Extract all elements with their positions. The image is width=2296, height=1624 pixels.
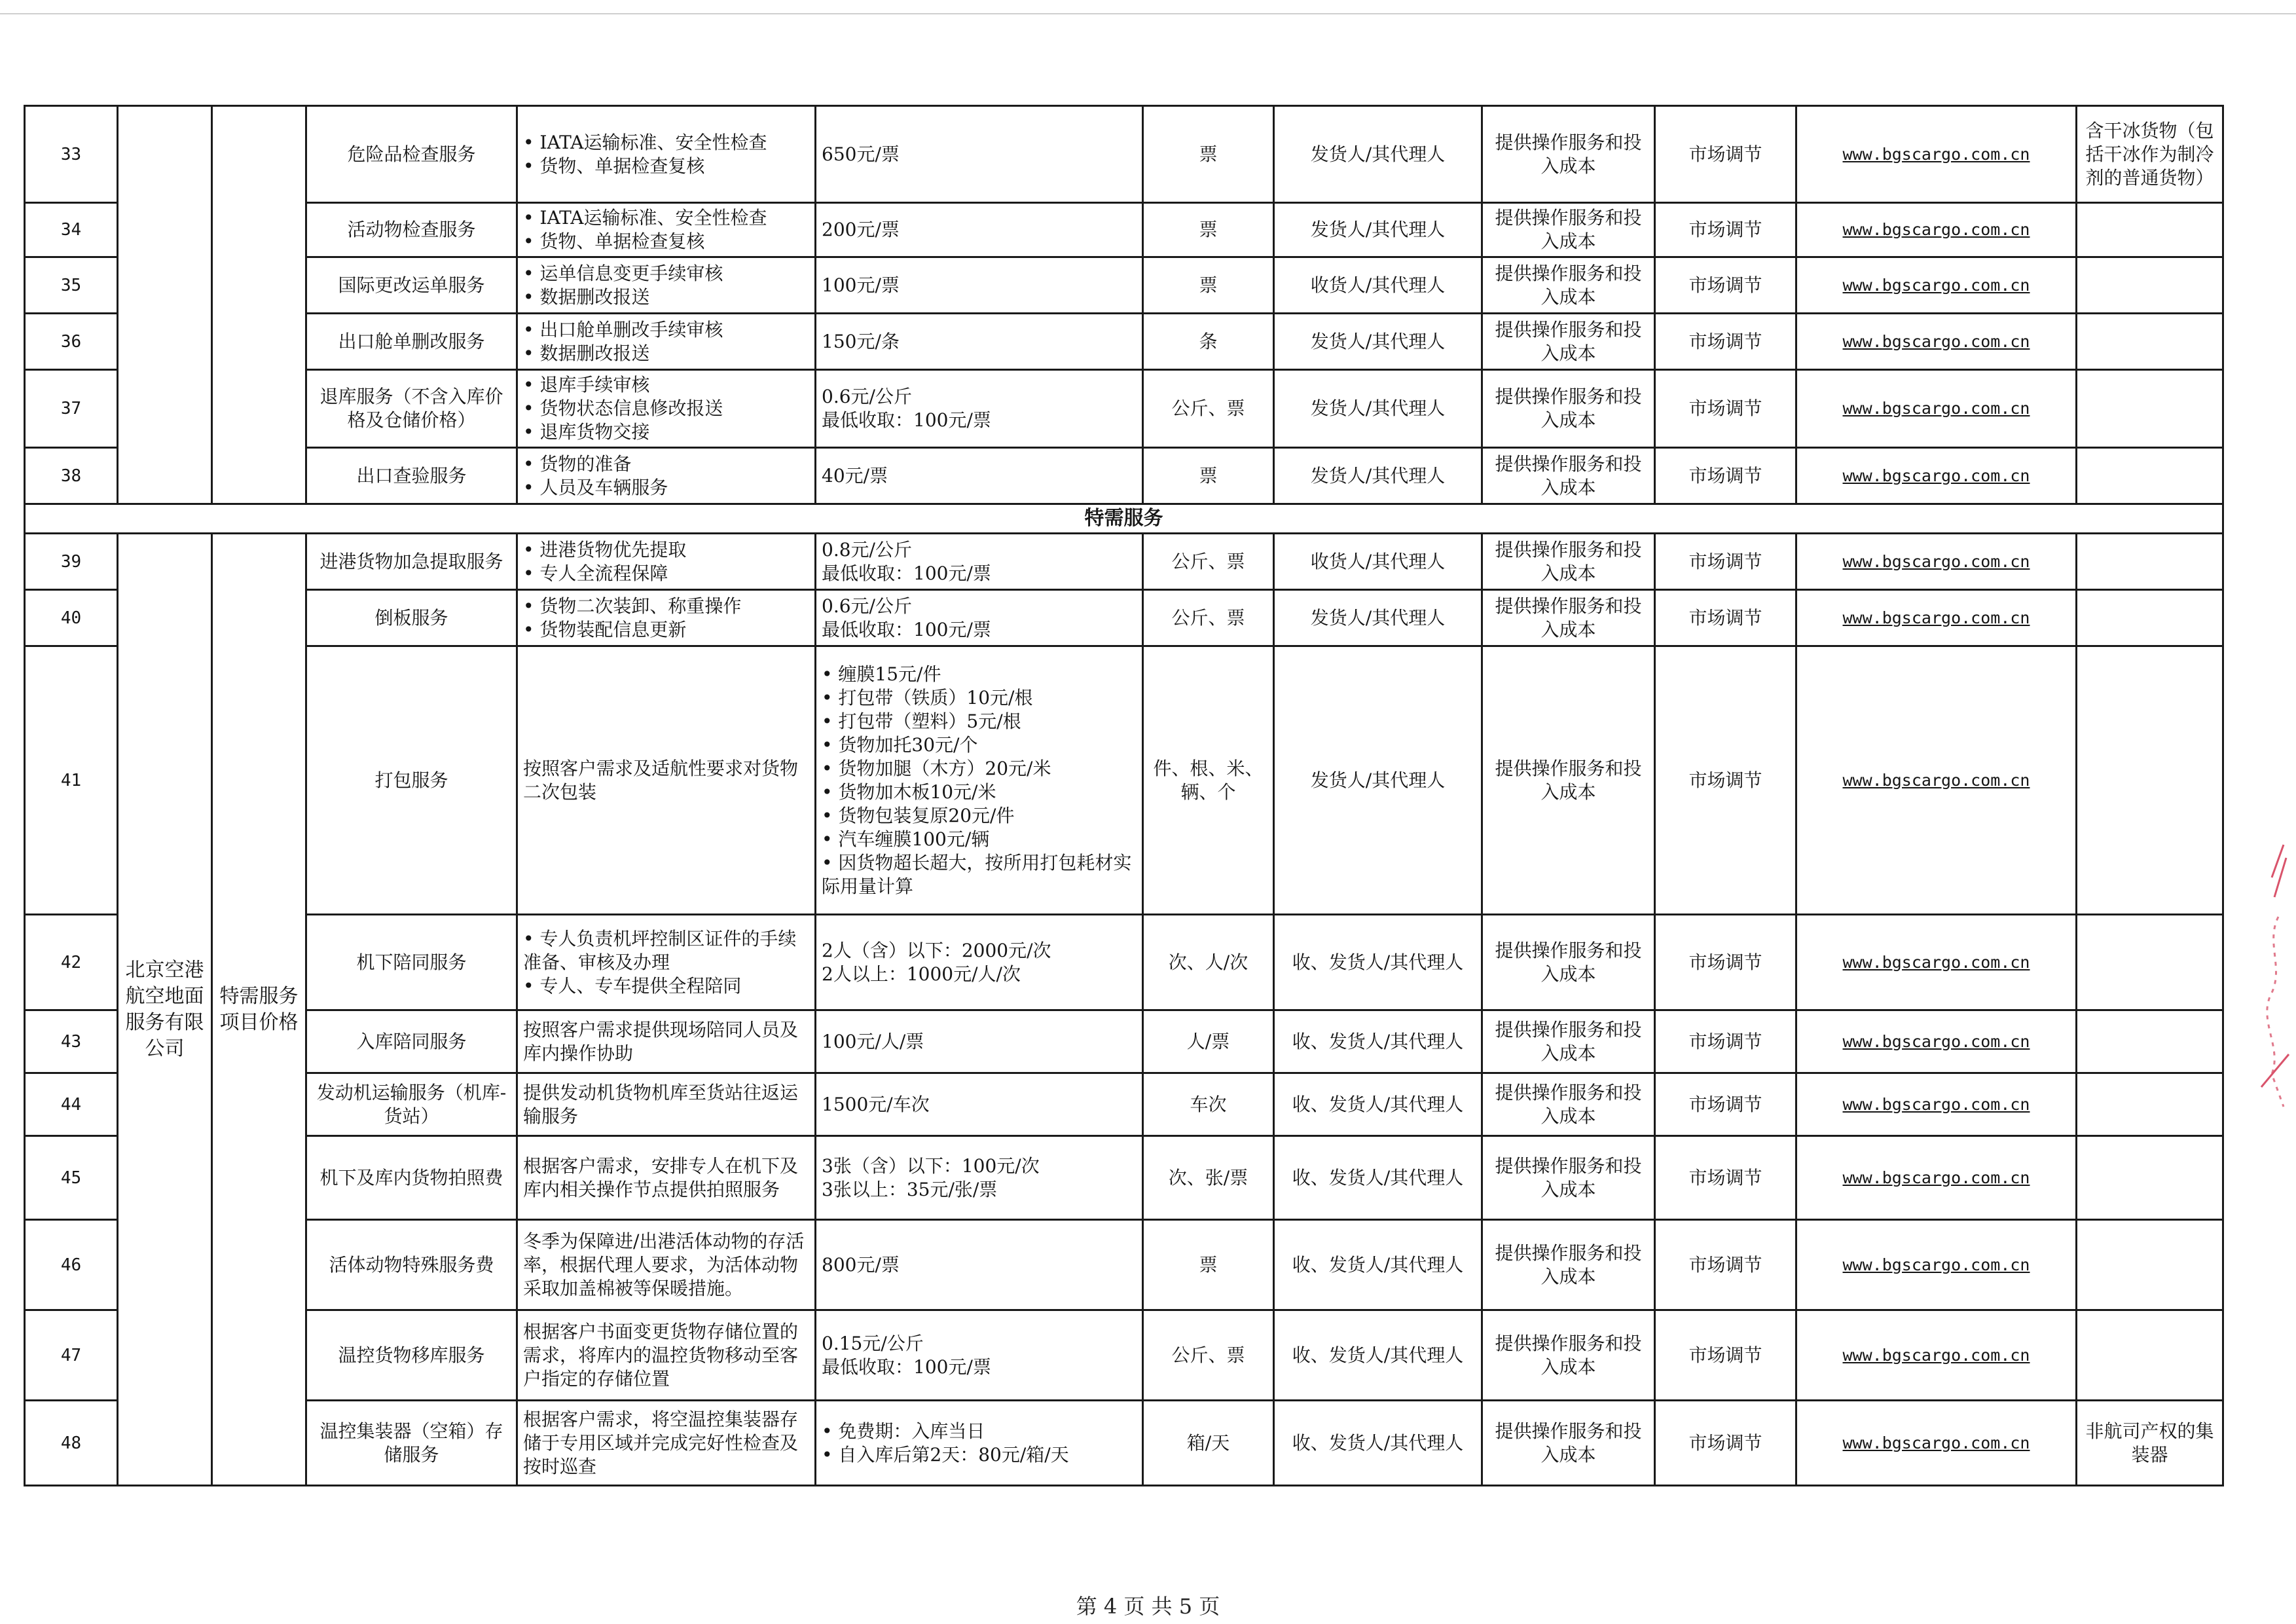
service-content-line: • IATA运输标准、安全性检查: [523, 207, 767, 229]
service-price-line: • 自入库后第2天：80元/箱/天: [822, 1443, 1069, 1466]
payer: 发货人/其代理人: [1274, 314, 1482, 370]
charge-unit: 票: [1143, 106, 1274, 203]
publish-site: [1796, 203, 2077, 257]
service-price-line: 最低收取：100元/票: [822, 562, 991, 584]
site-link[interactable]: www.bgscargo.com.cn: [1842, 1345, 2030, 1365]
table-row: [25, 448, 2223, 504]
payer: 发货人/其代理人: [1274, 448, 1482, 504]
service-price-line: 650元/票: [822, 143, 900, 165]
service-name: 打包服务: [306, 646, 517, 915]
service-content-line: • 专人、专车提供全程陪同: [523, 974, 742, 997]
service-content: [517, 1220, 816, 1310]
service-content-line: • 货物、单据检查复核: [523, 155, 705, 177]
charge-unit: 票: [1143, 1220, 1274, 1310]
service-name: 发动机运输服务（机库-货站）: [306, 1073, 517, 1136]
row-number: 41: [25, 646, 118, 915]
charge-unit: 车次: [1143, 1073, 1274, 1136]
payer: 收、发货人/其代理人: [1274, 915, 1482, 1010]
table-row: [25, 106, 2223, 203]
payer: 收、发货人/其代理人: [1274, 1401, 1482, 1486]
pricing-basis: 提供操作服务和投入成本: [1482, 1010, 1655, 1073]
pricing-basis: 提供操作服务和投入成本: [1482, 646, 1655, 915]
charge-unit: 人/票: [1143, 1010, 1274, 1073]
charge-unit: 公斤、票: [1143, 590, 1274, 646]
pricing-basis: 提供操作服务和投入成本: [1482, 915, 1655, 1010]
site-link[interactable]: www.bgscargo.com.cn: [1842, 1255, 2030, 1274]
service-content: [517, 1136, 816, 1220]
note: [2077, 590, 2223, 646]
payer: 收、发货人/其代理人: [1274, 1310, 1482, 1401]
service-content-line: • 退库货物交接: [523, 421, 650, 443]
payer: 收、发货人/其代理人: [1274, 1073, 1482, 1136]
service-price-line: • 货物加木板10元/米: [822, 781, 996, 803]
service-price-line: • 汽车缠膜100元/辆: [822, 828, 990, 850]
site-link[interactable]: www.bgscargo.com.cn: [1842, 144, 2030, 164]
service-name: 倒板服务: [306, 590, 517, 646]
service-content-line: 冬季为保障进/出港活体动物的存活率，根据代理人要求，为活体动物采取加盖棉被等保暖措施。: [523, 1230, 805, 1299]
service-price-line: 100元/票: [822, 274, 900, 296]
row-number: 46: [25, 1220, 118, 1310]
pricing-basis: 提供操作服务和投入成本: [1482, 534, 1655, 590]
row-number: 48: [25, 1401, 118, 1486]
service-price: [816, 1310, 1143, 1401]
charge-unit: 箱/天: [1143, 1401, 1274, 1486]
service-content-line: • IATA运输标准、安全性检查: [523, 131, 767, 153]
service-price-line: 0.15元/公斤: [822, 1332, 924, 1354]
pricing-mode: 市场调节: [1655, 370, 1796, 448]
pricing-mode: 市场调节: [1655, 646, 1796, 915]
note: 含干冰货物（包括干冰作为制冷剂的普通货物）: [2077, 106, 2223, 203]
publish-site: [1796, 1136, 2077, 1220]
table-row: [25, 534, 2223, 590]
publish-site: [1796, 370, 2077, 448]
pricing-mode: 市场调节: [1655, 203, 1796, 257]
row-number: 36: [25, 314, 118, 370]
table-row: [25, 1310, 2223, 1401]
pricing-basis: 提供操作服务和投入成本: [1482, 203, 1655, 257]
charge-unit: 次、人/次: [1143, 915, 1274, 1010]
service-name: 温控货物移库服务: [306, 1310, 517, 1401]
service-price-line: • 免费期：入库当日: [822, 1420, 985, 1442]
note: [2077, 534, 2223, 590]
pricing-mode: 市场调节: [1655, 534, 1796, 590]
service-content: [517, 1010, 816, 1073]
charge-unit: 票: [1143, 203, 1274, 257]
note: [2077, 257, 2223, 314]
service-price: [816, 534, 1143, 590]
row-number: 40: [25, 590, 118, 646]
site-link[interactable]: www.bgscargo.com.cn: [1842, 551, 2030, 571]
service-content-line: • 货物二次装卸、称重操作: [523, 595, 742, 617]
service-price-line: • 打包带（铁质）10元/根: [822, 686, 1033, 709]
service-content-line: 根据客户需求，安排专人在机下及库内相关操作节点提供拍照服务: [523, 1154, 799, 1200]
row-number: 33: [25, 106, 118, 203]
service-price: [816, 1073, 1143, 1136]
service-content-line: 按照客户需求提供现场陪同人员及库内操作协助: [523, 1018, 799, 1064]
charge-unit: 次、张/票: [1143, 1136, 1274, 1220]
service-content: [517, 534, 816, 590]
service-price-line: 150元/条: [822, 330, 900, 352]
service-content-line: • 货物、单据检查复核: [523, 231, 705, 252]
service-price-line: 3张以上：35元/张/票: [822, 1178, 998, 1200]
service-name: 入库陪同服务: [306, 1010, 517, 1073]
site-link[interactable]: www.bgscargo.com.cn: [1842, 1031, 2030, 1051]
table-row: [25, 314, 2223, 370]
pricing-mode: 市场调节: [1655, 1136, 1796, 1220]
service-content: [517, 590, 816, 646]
site-link[interactable]: www.bgscargo.com.cn: [1842, 952, 2030, 972]
service-content-line: • 数据删改报送: [523, 342, 650, 364]
service-name: 活体动物特殊服务费: [306, 1220, 517, 1310]
charge-unit: 票: [1143, 257, 1274, 314]
service-content: [517, 257, 816, 314]
table-row: [25, 590, 2223, 646]
charge-unit: 条: [1143, 314, 1274, 370]
service-content-line: 根据客户书面变更货物存储位置的需求，将库内的温控货物移动至客户指定的存储位置: [523, 1320, 799, 1390]
pricing-mode: 市场调节: [1655, 1010, 1796, 1073]
table-row: [25, 1010, 2223, 1073]
pricing-basis: 提供操作服务和投入成本: [1482, 448, 1655, 504]
pricing-mode: 市场调节: [1655, 915, 1796, 1010]
payer: 收、发货人/其代理人: [1274, 1136, 1482, 1220]
service-price-line: 0.8元/公斤: [822, 538, 912, 561]
charge-unit: 票: [1143, 448, 1274, 504]
publish-site: [1796, 1010, 2077, 1073]
service-content-line: • 专人负责机坪控制区证件的手续准备、审核及办理: [523, 927, 797, 973]
payer: 收、发货人/其代理人: [1274, 1220, 1482, 1310]
publish-site: [1796, 534, 2077, 590]
payer: 发货人/其代理人: [1274, 203, 1482, 257]
service-content-line: • 货物装配信息更新: [523, 618, 687, 640]
note: [2077, 1010, 2223, 1073]
service-name: 出口舱单删改服务: [306, 314, 517, 370]
company-cell: 北京空港航空地面服务有限公司: [118, 534, 212, 1486]
payer: 发货人/其代理人: [1274, 370, 1482, 448]
service-price: [816, 448, 1143, 504]
note: [2077, 314, 2223, 370]
table-row: [25, 203, 2223, 257]
publish-site: [1796, 257, 2077, 314]
service-name: 进港货物加急提取服务: [306, 534, 517, 590]
note: [2077, 1310, 2223, 1401]
payer: 发货人/其代理人: [1274, 646, 1482, 915]
service-price: [816, 646, 1143, 915]
row-number: 37: [25, 370, 118, 448]
service-content-line: 根据客户需求，将空温控集装器存储于专用区域并完成完好性检查及按时巡查: [523, 1408, 799, 1477]
row-number: 38: [25, 448, 118, 504]
payer: 收货人/其代理人: [1274, 257, 1482, 314]
note: [2077, 915, 2223, 1010]
pricing-mode: 市场调节: [1655, 257, 1796, 314]
service-price-line: 2人以上：1000元/人/次: [822, 963, 1021, 985]
service-price: [816, 915, 1143, 1010]
note: [2077, 646, 2223, 915]
row-number: 45: [25, 1136, 118, 1220]
service-content: [517, 370, 816, 448]
note: [2077, 448, 2223, 504]
row-number: 34: [25, 203, 118, 257]
service-price: [816, 1010, 1143, 1073]
scan-edge-line: [0, 13, 2296, 14]
service-content: [517, 448, 816, 504]
service-price-line: • 货物包装复原20元/件: [822, 804, 1015, 826]
pricing-mode: 市场调节: [1655, 1310, 1796, 1401]
category-cell: 特需服务项目价格: [212, 534, 306, 1486]
service-content-line: • 货物状态信息修改报送: [523, 397, 723, 419]
table-row: [25, 370, 2223, 448]
charge-unit: 公斤、票: [1143, 534, 1274, 590]
pricing-basis: 提供操作服务和投入成本: [1482, 370, 1655, 448]
payer: 发货人/其代理人: [1274, 590, 1482, 646]
publish-site: [1796, 448, 2077, 504]
service-price: [816, 1136, 1143, 1220]
service-content: [517, 646, 816, 915]
site-link[interactable]: www.bgscargo.com.cn: [1842, 1433, 2030, 1452]
row-number: 44: [25, 1073, 118, 1136]
service-content: [517, 1073, 816, 1136]
service-content: [517, 314, 816, 370]
publish-site: [1796, 1310, 2077, 1401]
publish-site: [1796, 590, 2077, 646]
site-link[interactable]: www.bgscargo.com.cn: [1842, 331, 2030, 351]
service-price: [816, 1220, 1143, 1310]
service-name: 温控集装器（空箱）存储服务: [306, 1401, 517, 1486]
service-price-line: 最低收取：100元/票: [822, 1356, 991, 1378]
service-price-line: 100元/人/票: [822, 1030, 924, 1052]
charge-unit: 公斤、票: [1143, 370, 1274, 448]
table-row: [25, 915, 2223, 1010]
service-content-line: • 出口舱单删改手续审核: [523, 318, 723, 341]
service-content: [517, 1401, 816, 1486]
category-cell: [212, 106, 306, 504]
table-row: [25, 1073, 2223, 1136]
price-table: [24, 105, 2224, 1486]
service-content: [517, 915, 816, 1010]
service-content: [517, 203, 816, 257]
service-price-line: • 打包带（塑料）5元/根: [822, 710, 1021, 732]
service-price-line: 200元/票: [822, 219, 900, 240]
charge-unit: 件、根、米、辆、个: [1143, 646, 1274, 915]
charge-unit: 公斤、票: [1143, 1310, 1274, 1401]
pricing-mode: 市场调节: [1655, 448, 1796, 504]
service-name: 机下陪同服务: [306, 915, 517, 1010]
section-title: 特需服务: [25, 504, 2223, 534]
page-number: 第 4 页 共 5 页: [1076, 1594, 1220, 1619]
service-price-line: • 货物加腿（木方）20元/米: [822, 757, 1051, 779]
service-price-line: 40元/票: [822, 464, 888, 487]
row-number: 42: [25, 915, 118, 1010]
table-row: [25, 1401, 2223, 1486]
service-content-line: 提供发动机货物机库至货站往返运输服务: [523, 1081, 799, 1127]
row-number: 47: [25, 1310, 118, 1401]
service-name: 出口查验服务: [306, 448, 517, 504]
service-price: [816, 106, 1143, 203]
site-link[interactable]: www.bgscargo.com.cn: [1842, 608, 2030, 627]
pricing-basis: 提供操作服务和投入成本: [1482, 1073, 1655, 1136]
site-link[interactable]: www.bgscargo.com.cn: [1842, 466, 2030, 485]
service-price-line: • 因货物超长超大，按所用打包耗材实际用量计算: [822, 851, 1132, 897]
service-price-line: 0.6元/公斤: [822, 386, 912, 407]
note: [2077, 1220, 2223, 1310]
pricing-basis: 提供操作服务和投入成本: [1482, 1401, 1655, 1486]
row-number: 43: [25, 1010, 118, 1073]
publish-site: [1796, 1220, 2077, 1310]
pricing-mode: 市场调节: [1655, 314, 1796, 370]
row-number: 35: [25, 257, 118, 314]
row-number: 39: [25, 534, 118, 590]
service-price-line: 最低收取：100元/票: [822, 618, 991, 640]
service-name: 活动物检查服务: [306, 203, 517, 257]
note: [2077, 1073, 2223, 1136]
section-row: [25, 504, 2223, 534]
publish-site: [1796, 646, 2077, 915]
note: [2077, 203, 2223, 257]
service-content-line: • 进港货物优先提取: [523, 538, 687, 561]
service-price: [816, 314, 1143, 370]
service-content-line: • 数据删改报送: [523, 286, 650, 308]
site-link[interactable]: www.bgscargo.com.cn: [1842, 275, 2030, 295]
pricing-basis: 提供操作服务和投入成本: [1482, 1136, 1655, 1220]
pricing-mode: 市场调节: [1655, 106, 1796, 203]
service-content-line: 按照客户需求及适航性要求对货物二次包装: [523, 757, 799, 803]
site-link[interactable]: www.bgscargo.com.cn: [1842, 1168, 2030, 1187]
service-price-line: 0.6元/公斤: [822, 595, 912, 617]
site-link[interactable]: www.bgscargo.com.cn: [1842, 220, 2030, 239]
pricing-mode: 市场调节: [1655, 1401, 1796, 1486]
service-price-line: 3张（含）以下：100元/次: [822, 1154, 1040, 1177]
pricing-mode: 市场调节: [1655, 590, 1796, 646]
pricing-basis: 提供操作服务和投入成本: [1482, 106, 1655, 203]
service-name: 机下及库内货物拍照费: [306, 1136, 517, 1220]
service-price: [816, 203, 1143, 257]
service-price-line: • 缠膜15元/件: [822, 663, 941, 685]
table-row: [25, 1136, 2223, 1220]
note: 非航司产权的集装器: [2077, 1401, 2223, 1486]
service-content-line: • 人员及车辆服务: [523, 476, 668, 498]
pricing-mode: 市场调节: [1655, 1073, 1796, 1136]
service-content: [517, 1310, 816, 1401]
service-price-line: 1500元/车次: [822, 1093, 930, 1115]
service-price: [816, 590, 1143, 646]
payer: 收、发货人/其代理人: [1274, 1010, 1482, 1073]
service-name: 危险品检查服务: [306, 106, 517, 203]
service-price: [816, 1401, 1143, 1486]
pricing-basis: 提供操作服务和投入成本: [1482, 590, 1655, 646]
service-content-line: • 货物的准备: [523, 452, 632, 475]
service-content: [517, 106, 816, 203]
service-content-line: • 运单信息变更手续审核: [523, 262, 723, 284]
payer: 收货人/其代理人: [1274, 534, 1482, 590]
service-name: 国际更改运单服务: [306, 257, 517, 314]
site-link[interactable]: www.bgscargo.com.cn: [1842, 770, 2030, 790]
note: [2077, 1136, 2223, 1220]
service-name: 退库服务（不含入库价格及仓储价格）: [306, 370, 517, 448]
payer: 发货人/其代理人: [1274, 106, 1482, 203]
service-price: [816, 370, 1143, 448]
service-price: [816, 257, 1143, 314]
publish-site: [1796, 314, 2077, 370]
publish-site: [1796, 1401, 2077, 1486]
pricing-basis: 提供操作服务和投入成本: [1482, 1310, 1655, 1401]
table-row: [25, 257, 2223, 314]
red-stamp-fragment-icon: [2252, 838, 2291, 1120]
note: [2077, 370, 2223, 448]
service-price-line: 2人（含）以下：2000元/次: [822, 939, 1051, 961]
service-price-line: 800元/票: [822, 1253, 900, 1276]
pricing-basis: 提供操作服务和投入成本: [1482, 314, 1655, 370]
publish-site: [1796, 915, 2077, 1010]
publish-site: [1796, 1073, 2077, 1136]
service-price-line: • 货物加托30元/个: [822, 733, 978, 756]
table-row: [25, 1220, 2223, 1310]
company-cell: [118, 106, 212, 504]
service-content-line: • 退库手续审核: [523, 374, 650, 396]
table-row: [25, 646, 2223, 915]
pricing-basis: 提供操作服务和投入成本: [1482, 257, 1655, 314]
site-link[interactable]: www.bgscargo.com.cn: [1842, 399, 2030, 418]
service-content-line: • 专人全流程保障: [523, 562, 668, 584]
site-link[interactable]: www.bgscargo.com.cn: [1842, 1094, 2030, 1114]
pricing-basis: 提供操作服务和投入成本: [1482, 1220, 1655, 1310]
pricing-mode: 市场调节: [1655, 1220, 1796, 1310]
service-price-line: 最低收取：100元/票: [822, 409, 991, 431]
publish-site: [1796, 106, 2077, 203]
